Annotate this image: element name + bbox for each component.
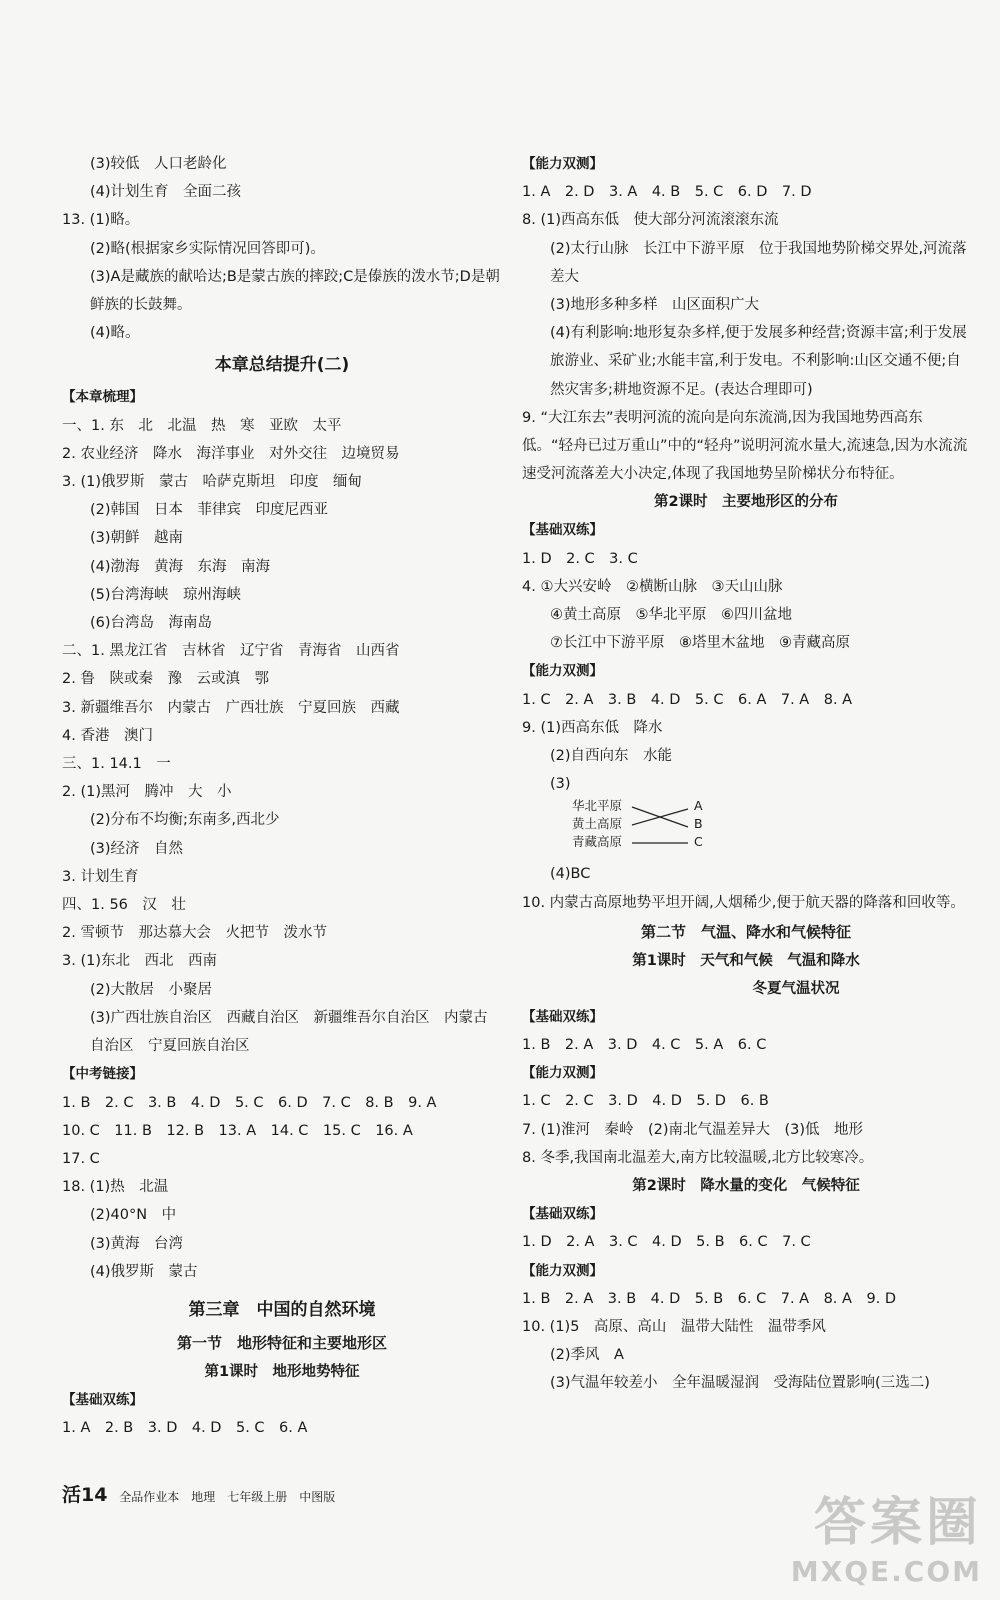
- answer-line: (3)黄海 台湾: [90, 1235, 184, 1252]
- lesson-title: 第2课时 主要地形区的分布: [653, 494, 839, 511]
- match-line: [632, 809, 688, 825]
- answer-line: 3. (1)俄罗斯 蒙古 哈萨克斯坦 印度 缅甸: [62, 474, 362, 491]
- diagram-left-label: 黄土高原: [572, 816, 623, 832]
- answer-line: (6)台湾岛 海南岛: [90, 615, 213, 632]
- answer-line: 三、1. 14.1 一: [62, 756, 171, 773]
- answer-line: 1. B 2. A 3. D 4. C 5. A 6. C: [522, 1037, 767, 1054]
- answer-line: (4)略。: [90, 325, 140, 342]
- answer-line: 8. (1)西高东低 使大部分河流滚滚东流: [522, 212, 779, 229]
- answer-line: 13. (1)略。: [62, 212, 140, 229]
- answer-line: 7. (1)淮河 秦岭 (2)南北气温差异大 (3)低 地形: [522, 1121, 864, 1138]
- chapter-title: 第三章 中国的自然环境: [188, 1299, 376, 1320]
- answer-line: 1. C 2. A 3. B 4. D 5. C 6. A 7. A 8. A: [522, 691, 853, 708]
- answer-line: 四、1. 56 汉 壮: [62, 897, 186, 914]
- answer-line: (2)自西向东 水能: [550, 748, 673, 765]
- answer-line: 2. 雪顿节 那达慕大会 火把节 泼水节: [62, 925, 327, 942]
- section-heading: 【基础双练】: [522, 1008, 603, 1025]
- answer-line: 1. A 2. D 3. A 4. B 5. C 6. D 7. D: [522, 184, 812, 201]
- answer-line: 9. “大江东去”表明河流的流向是向东流淌,因为我国地势西高东低。“轻舟已过万重山”中的“轻舟”说明河流水量大,流速急,因为水流流速受河流落差大小决定,体现了我国地势呈阶梯状分布特征。: [522, 409, 968, 483]
- watermark: [791, 1480, 982, 1588]
- answer-line: 2. 农业经济 降水 海洋事业 对外交往 边境贸易: [62, 445, 400, 462]
- section-heading: 【能力双测】: [522, 663, 603, 680]
- left-column: [62, 150, 502, 1442]
- answer-line: (4)BC: [550, 866, 591, 883]
- answer-line: ⑦长江中下游平原 ⑧塔里木盆地 ⑨青藏高原: [550, 635, 850, 652]
- answer-line: (2)太行山脉 长江中下游平原 位于我国地势阶梯交界处,河流落差大: [550, 240, 967, 285]
- book-info: 全品作业本 地理 七年级上册 中图版: [119, 1490, 336, 1504]
- page-footer: [62, 1480, 335, 1507]
- answer-line: (2)分布不均衡;东南多,西北少: [90, 812, 280, 829]
- answer-line: (4)有利影响:地形复杂多样,便于发展多种经营;资源丰富;利于发展旅游业、采矿业;水能丰富,利于发电。不利影响:山区交通不便;自然灾害多;耕地资源不足。(表达合理即可): [550, 325, 967, 398]
- answer-line: (2)大散居 小聚居: [90, 981, 213, 998]
- diagram-left-label: 青藏高原: [572, 834, 623, 850]
- answer-line: 17. C: [62, 1150, 100, 1167]
- answer-line: 1. D 2. C 3. C: [522, 550, 638, 567]
- section-heading: 【中考链接】: [62, 1066, 143, 1083]
- answer-line: 4. 香港 澳门: [62, 727, 153, 744]
- answer-line: 一、1. 东 北 北温 热 寒 亚欧 太平: [62, 417, 342, 434]
- answer-line: 9. (1)西高东低 降水: [522, 719, 663, 736]
- answer-line: 1. B 2. A 3. B 4. D 5. B 6. C 7. A 8. A 9. D: [522, 1290, 897, 1307]
- chapter-summary-title: 本章总结提升(二): [214, 355, 350, 376]
- section-title: 第一节 地形特征和主要地形区: [176, 1333, 387, 1352]
- lesson-title: 第1课时 地形地势特征: [204, 1363, 360, 1380]
- section-heading: 【能力双测】: [522, 1262, 603, 1279]
- answer-line: ④黄土高原 ⑤华北平原 ⑥四川盆地: [550, 607, 792, 624]
- answer-line: 3. (1)东北 西北 西南: [62, 953, 217, 970]
- answer-line: (3)较低 人口老龄化: [90, 156, 227, 172]
- section-heading: 【本章梳理】: [62, 389, 143, 406]
- lesson-title: 第1课时 天气和气候 气温和降水: [632, 952, 860, 969]
- page-number: 活14: [62, 1484, 108, 1506]
- answer-line: 3. 新疆维吾尔 内蒙古 广西壮族 宁夏回族 西藏: [62, 699, 400, 716]
- answer-line: 10. (1)5 高原、高山 温带大陆性 温带季风: [522, 1318, 826, 1335]
- diagram-right-label: A: [694, 798, 703, 814]
- answer-line: 4. ①大兴安岭 ②横断山脉 ③天山山脉: [522, 578, 783, 595]
- diagram-right-label: B: [694, 816, 703, 832]
- section-heading: 【基础双练】: [522, 1206, 603, 1223]
- answer-line: 1. D 2. A 3. C 4. D 5. B 6. C 7. C: [522, 1234, 811, 1251]
- answer-line: (5)台湾海峡 琼州海峡: [90, 586, 242, 603]
- right-column: [522, 150, 970, 1398]
- answer-line: (3)朝鲜 越南: [90, 530, 184, 547]
- section-heading: 【能力双测】: [522, 156, 603, 172]
- answer-line: (2)韩国 日本 菲律宾 印度尼西亚: [90, 502, 329, 519]
- section-heading: 【能力双测】: [522, 1065, 603, 1082]
- matching-lines: [630, 798, 690, 854]
- answer-line: (4)俄罗斯 蒙古: [90, 1263, 198, 1280]
- answer-line: 10. 内蒙古高原地势平坦开阔,人烟稀少,便于航天器的降落和回收等。: [522, 894, 965, 911]
- lesson-title: 第2课时 降水量的变化 气候特征: [632, 1178, 860, 1195]
- diagram-left-label: 华北平原: [572, 798, 623, 814]
- answer-line: (4)渤海 黄海 东海 南海: [90, 558, 271, 575]
- matching-diagram: [566, 798, 766, 860]
- answer-line: (2)略(根据家乡实际情况回答即可)。: [90, 240, 325, 257]
- answer-line: (3)地形多种多样 山区面积广大: [550, 297, 760, 314]
- watermark-logo-text: 答案圈: [813, 1493, 982, 1553]
- watermark-url: MXQE.COM: [790, 1555, 982, 1588]
- lesson-title-cont: 冬夏气温状况: [752, 980, 840, 997]
- answer-line: 8. 冬季,我国南北温差大,南方比较温暖,北方比较寒冷。: [522, 1149, 874, 1166]
- answer-line: (3)A是藏族的献哈达;B是蒙古族的摔跤;C是傣族的泼水节;D是朝鲜族的长鼓舞。: [90, 268, 500, 314]
- answer-line: (3): [550, 776, 571, 793]
- answer-line: 3. 计划生育: [62, 868, 139, 885]
- answer-line: 1. C 2. C 3. D 4. D 5. D 6. B: [522, 1093, 769, 1110]
- answer-line: (3)广西壮族自治区 西藏自治区 新疆维吾尔自治区 内蒙古自治区 宁夏回族自治区: [90, 1009, 488, 1055]
- section-heading: 【基础双练】: [522, 522, 603, 539]
- section-title: 第二节 气温、降水和气候特征: [640, 922, 851, 941]
- answer-line: 18. (1)热 北温: [62, 1179, 169, 1196]
- answer-line: 2. 鲁 陕或秦 豫 云或滇 鄂: [62, 671, 269, 688]
- section-heading: 【基础双练】: [62, 1391, 143, 1408]
- answer-line: (3)经济 自然: [90, 840, 184, 857]
- answer-line: 2. (1)黑河 腾冲 大 小: [62, 784, 232, 801]
- answer-line: 1. A 2. B 3. D 4. D 5. C 6. A: [62, 1420, 308, 1437]
- answer-line: (2)季风 A: [550, 1347, 624, 1364]
- diagram-right-label: C: [694, 834, 703, 850]
- answer-line: 1. B 2. C 3. B 4. D 5. C 6. D 7. C 8. B 9. A: [62, 1094, 437, 1111]
- answer-line: (2)40°N 中: [90, 1207, 177, 1224]
- answer-line: 10. C 11. B 12. B 13. A 14. C 15. C 16. A: [62, 1122, 413, 1139]
- answer-line: (3)气温年较差小 全年温暖湿润 受海陆位置影响(三选二): [550, 1375, 930, 1392]
- answer-line: (4)计划生育 全面二孩: [90, 184, 242, 201]
- answer-line: 二、1. 黑龙江省 吉林省 辽宁省 青海省 山西省: [62, 643, 400, 660]
